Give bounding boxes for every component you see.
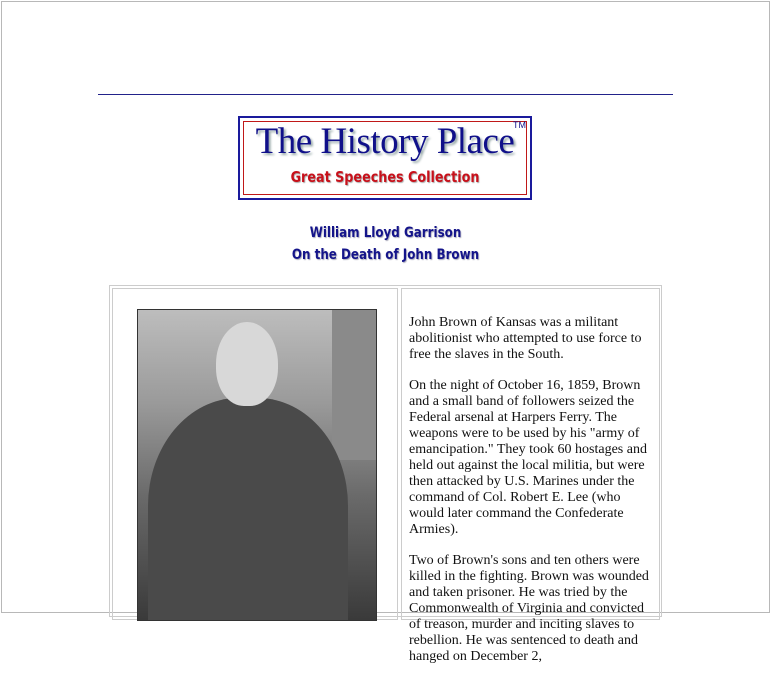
speaker-name: William Lloyd Garrison bbox=[309, 225, 462, 241]
intro-paragraph: Two of Brown's sons and ten others were killed in the fighting. Brown was wounded and taken prisoner. He was tried by the Commonwealth of Virginia and convicted of treason, murder and inciting slaves to rebellion. He was sentenced to death and hanged on December 2, bbox=[409, 553, 649, 664]
intro-paragraph: On the night of October 16, 1859, Brown and a small band of followers seized the Federal arsenal at Harpers Ferry. The weapons were to be used by his "army of emancipation." They took 60 hostages and held out against the local militia, but were then attacked by U.S. Marines under the command of Col. Robert E. Lee (who would later command the Confederate Armies). bbox=[409, 378, 647, 537]
portrait-head bbox=[216, 322, 278, 406]
intro-text bbox=[409, 315, 655, 680]
portrait-pillar bbox=[332, 310, 376, 460]
horizontal-rule bbox=[98, 94, 673, 95]
photo-cell bbox=[112, 288, 398, 620]
logo-title: The History Place bbox=[255, 121, 515, 162]
speech-title: On the Death of John Brown bbox=[291, 247, 480, 263]
speech-heading bbox=[0, 222, 771, 266]
garrison-portrait bbox=[137, 309, 377, 621]
logo-subtitle: Great Speeches Collection bbox=[290, 168, 480, 186]
trademark: TM bbox=[513, 120, 526, 130]
history-place-logo[interactable] bbox=[238, 116, 532, 200]
portrait-body bbox=[148, 398, 348, 621]
text-cell bbox=[401, 288, 660, 664]
intro-paragraph: John Brown of Kansas was a militant abolitionist who attempted to use force to free the slaves in the South. bbox=[409, 315, 642, 362]
intro-table bbox=[109, 285, 662, 664]
